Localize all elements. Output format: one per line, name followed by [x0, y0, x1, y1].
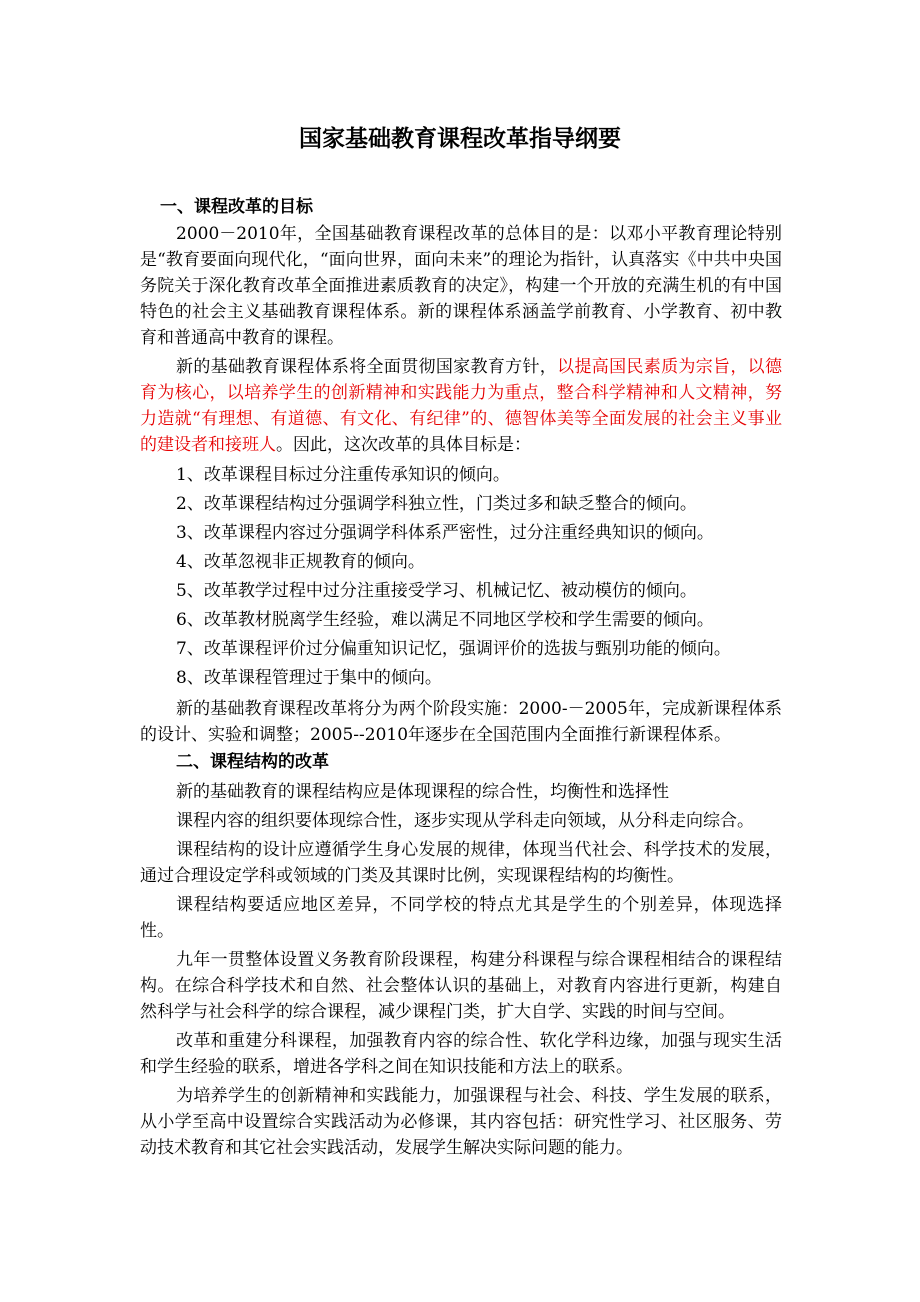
section-heading-structure: 二、课程结构的改革 [176, 752, 329, 772]
list-item: 4、改革忽视非正规教育的倾向。 [176, 552, 425, 572]
paragraph: 九年一贯整体设置义务教育阶段课程，构建分科课程与综合课程相结合的课程结构。在综合科学技术和自然、社会整体认识的基础上，对教育内容进行更新，构建自然科学与社会科学的综合课程，减少课程门类，扩大自学、实践的时间与空间。 [140, 950, 782, 1022]
paragraph: 课程结构要适应地区差异，不同学校的特点尤其是学生的个别差异，体现选择性。 [140, 895, 782, 941]
text-run: 。因此，这次改革的具体目标是： [276, 435, 531, 455]
list-item: 3、改革课程内容过分强调学科体系严密性，过分注重经典知识的倾向。 [176, 523, 714, 543]
list-item: 8、改革课程管理过于集中的倾向。 [176, 668, 442, 688]
paragraph: 课程内容的组织要体现综合性，逐步实现从学科走向领域，从分科走向综合。 [176, 811, 754, 831]
section-heading-goals: 一、课程改革的目标 [160, 197, 313, 217]
paragraph: 2000－2010年，全国基础教育课程改革的总体目的是：以邓小平教育理论特别是“教育要面向现代化，“面向世界，面向未来”的理论为指针，认真落实《中共中央国务院关于深化教育改革全面推进素质教育的决定》，构建一个开放的充满生机的有中国特色的社会主义基础教育课程体系。新的课程体系涵盖学前教育、小学教育、初中教育和普通高中教育的课程。 [140, 224, 782, 348]
list-item: 2、改革课程结构过分强调学科独立性，门类过多和缺乏整合的倾向。 [176, 494, 697, 514]
paragraph [140, 354, 782, 458]
paragraph: 改革和重建分科课程，加强教育内容的综合性、软化学科边缘，加强与现实生活和学生经验的联系，增进各学科之间在知识技能和方法上的联系。 [140, 1031, 782, 1077]
document-body [140, 193, 782, 1161]
page-title: 国家基础教育课程改革指导纲要 [299, 126, 621, 152]
paragraph: 新的基础教育的课程结构应是体现课程的综合性，均衡性和选择性 [176, 782, 669, 802]
highlighted-text: 以提高国民素质为宗旨，以德育为核心，以培养学生的创新精神和实践能力为重点，整合科学精神和人文精神，努力造就“有理想、有道德、有文化、有纪律”的、德智体美等全面发展的社会主义事业的建设者和接班人 [140, 357, 783, 455]
text-run: 新的基础教育课程体系将全面贯彻国家教育方针， [176, 357, 558, 377]
paragraph: 为培养学生的创新精神和实践能力，加强课程与社会、科技、学生发展的联系，从小学至高中设置综合实践活动为必修课，其内容包括：研究性学习、社区服务、劳动技术教育和其它社会实践活动，发展学生解决实际问题的能力。 [140, 1086, 782, 1158]
paragraph: 课程结构的设计应遵循学生身心发展的规律，体现当代社会、科学技术的发展，通过合理设定学科或领域的门类及其课时比例，实现课程结构的均衡性。 [140, 840, 782, 886]
list-item: 1、改革课程目标过分注重传承知识的倾向。 [176, 465, 510, 485]
list-item: 7、改革课程评价过分偏重知识记忆，强调评价的选拔与甄别功能的倾向。 [176, 639, 731, 659]
list-item: 6、改革教材脱离学生经验，难以满足不同地区学校和学生需要的倾向。 [176, 610, 714, 630]
list-item: 5、改革教学过程中过分注重接受学习、机械记忆、被动模仿的倾向。 [176, 581, 697, 601]
paragraph: 新的基础教育课程改革将分为两个阶段实施：2000-－2005年，完成新课程体系的设计、实验和调整；2005--2010年逐步在全国范围内全面推行新课程体系。 [140, 699, 782, 745]
